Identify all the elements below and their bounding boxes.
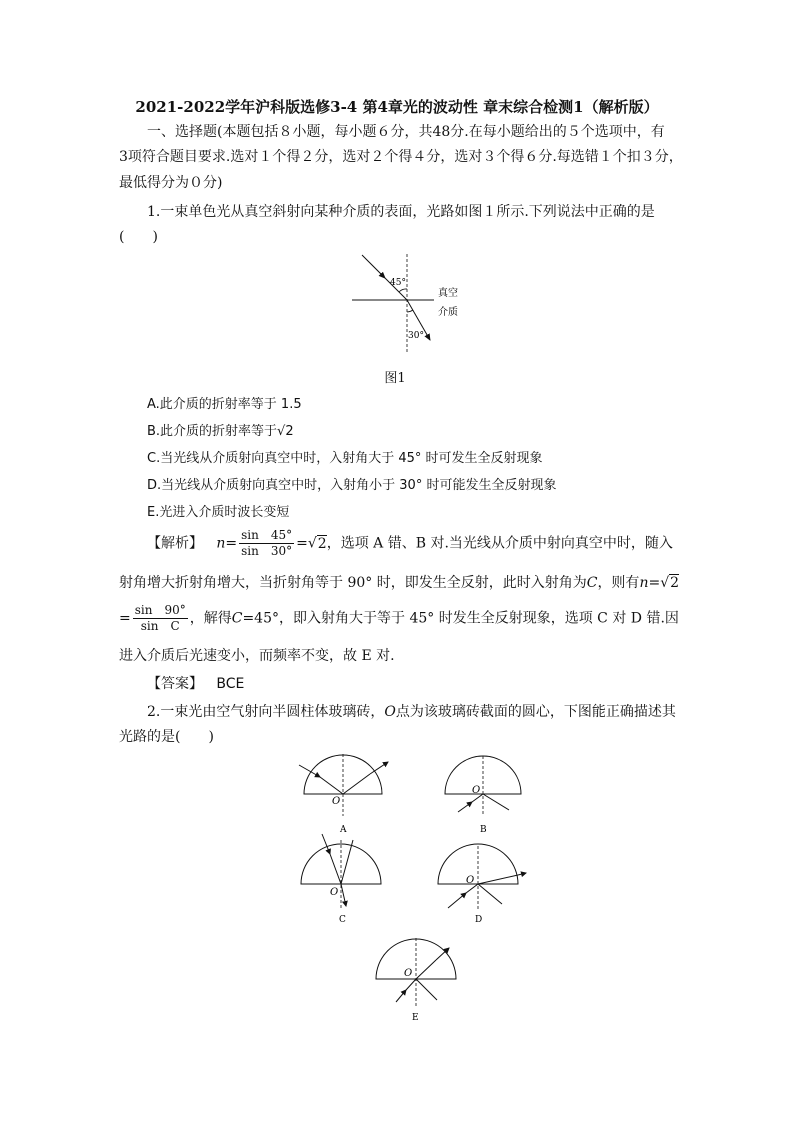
angle-label-45: 45° bbox=[390, 278, 406, 288]
q1-answer bbox=[147, 673, 244, 693]
diagram-c bbox=[301, 834, 381, 925]
analysis-text-2b: ，则有 bbox=[597, 575, 640, 591]
q1-analysis-line4: 进入介质后光速变小，而频率不变，故 E 对. bbox=[119, 648, 395, 664]
sqrt-value: 2 bbox=[317, 535, 327, 552]
q2-stem bbox=[147, 701, 676, 721]
page-title: 2021-2022学年沪科版选修3-4 第4章光的波动性 章末综合检测1（解析版） bbox=[135, 98, 659, 116]
label-vacuum: 真空 bbox=[438, 288, 458, 299]
q1-option-c: C.当光线从介质射向真空中时，入射角大于 45° 时可发生全反射现象 bbox=[147, 451, 543, 466]
q2-stem-b: 点为该玻璃砖截面的圆心，下图能正确描述其 bbox=[395, 704, 676, 720]
q2-stem-o: O bbox=[384, 704, 396, 720]
q1-option-b: B.此介质的折射率等于√2 bbox=[147, 424, 294, 439]
analysis-var-c-2: C bbox=[231, 610, 243, 627]
q1-refraction-figure bbox=[352, 250, 472, 360]
svg-text:A: A bbox=[340, 825, 347, 835]
label-medium: 介质 bbox=[438, 307, 458, 318]
q1-analysis-line1: 【解析】 n= $\frac{\sin 45^\circ}{\sin 30^\circ}$ =√2，选项 A 错、B 对.当光线从介质中射向真空中时，随入 bbox=[147, 528, 673, 558]
q1-option-a: A.此介质的折射率等于 1.5 bbox=[147, 397, 302, 412]
angle-arc-bottom bbox=[407, 310, 413, 312]
svg-text:D: D bbox=[475, 915, 483, 925]
q1-option-d: D.当光线从介质射向真空中时，入射角小于 30° 时可能发生全反射现象 bbox=[147, 478, 557, 493]
analysis-text-2a: 射角增大折射角增大，当折射角等于 90° 时，即发生全反射，此时入射角为 bbox=[119, 575, 587, 591]
section-intro-line3: 最低得分为０分) bbox=[119, 175, 223, 191]
fraction-2-den: sin C bbox=[140, 619, 180, 633]
q1-analysis-line3 bbox=[119, 603, 679, 634]
analysis-label: 【解析】 bbox=[147, 535, 203, 552]
analysis-var-c: C bbox=[586, 575, 598, 591]
sqrt-sign-2: √ bbox=[660, 575, 670, 591]
q2-stem-line2: 光路的是( ) bbox=[119, 729, 214, 745]
analysis-text-1: ，选项 A 错、B 对.当光线从介质中射向真空中时，随入 bbox=[326, 535, 673, 552]
analysis-eq: = bbox=[225, 535, 238, 552]
q1-analysis-line2: 射角增大折射角增大，当折射角等于 90° 时，即发生全反射，此时入射角为C，则有n=√2 bbox=[119, 575, 680, 591]
sqrt-sign: √ bbox=[307, 535, 317, 552]
analysis-fraction-2 bbox=[133, 603, 188, 634]
section-intro-line2: 3项符合题目要求.选对１个得２分，选对２个得４分，选对３个得６分.每选错１个扣３分， bbox=[119, 149, 683, 165]
analysis-fraction-1 bbox=[239, 528, 294, 559]
analysis-n: n bbox=[216, 535, 226, 552]
svg-text:C: C bbox=[339, 915, 346, 925]
section-intro-line1: 一、选择题(本题包括８小题，每小题６分，共48分.在每小题给出的５个选项中，有 bbox=[147, 124, 665, 140]
analysis-eq-2: = bbox=[119, 610, 131, 627]
analysis-text-3a: ，解得 bbox=[189, 610, 232, 627]
svg-text:O: O bbox=[404, 968, 413, 979]
svg-text:O: O bbox=[472, 785, 481, 796]
sqrt-value-2: 2 bbox=[670, 575, 680, 591]
angle-label-30: 30° bbox=[408, 331, 424, 341]
answer-value: BCE bbox=[216, 676, 245, 692]
q1-blank: ( ) bbox=[119, 229, 158, 245]
q2-stem-a: 2.一束光由空气射向半圆柱体玻璃砖， bbox=[147, 704, 385, 720]
svg-text:O: O bbox=[330, 887, 339, 898]
diagram-a bbox=[299, 754, 388, 835]
fraction-1-den: sin 30° bbox=[241, 544, 293, 558]
fraction-2-num: sin 90° bbox=[134, 603, 186, 617]
analysis-text-3b: =45°，即入射角大于等于 45° 时发生全反射现象，选项 C 对 D 错.因 bbox=[242, 610, 679, 627]
fraction-1-num: sin 45° bbox=[241, 528, 293, 542]
incident-ray bbox=[362, 255, 385, 278]
angle-arc-top bbox=[399, 289, 407, 292]
diagram-b bbox=[445, 756, 521, 835]
svg-text:E: E bbox=[412, 1013, 419, 1023]
diagram-e bbox=[376, 938, 456, 1023]
q2-diagrams bbox=[290, 750, 540, 1030]
q1-option-e: E.光进入介质时波长变短 bbox=[147, 505, 290, 520]
analysis-n-2: n bbox=[639, 575, 649, 591]
q1-stem: 1.一束单色光从真空斜射向某种介质的表面，光路如图１所示.下列说法中正确的是 bbox=[147, 204, 655, 220]
svg-text:O: O bbox=[466, 875, 475, 886]
figure1-caption: 图1 bbox=[384, 371, 406, 386]
answer-label: 【答案】 bbox=[147, 676, 203, 692]
diagram-d bbox=[438, 844, 526, 925]
svg-text:B: B bbox=[480, 825, 487, 835]
svg-text:O: O bbox=[332, 796, 341, 807]
